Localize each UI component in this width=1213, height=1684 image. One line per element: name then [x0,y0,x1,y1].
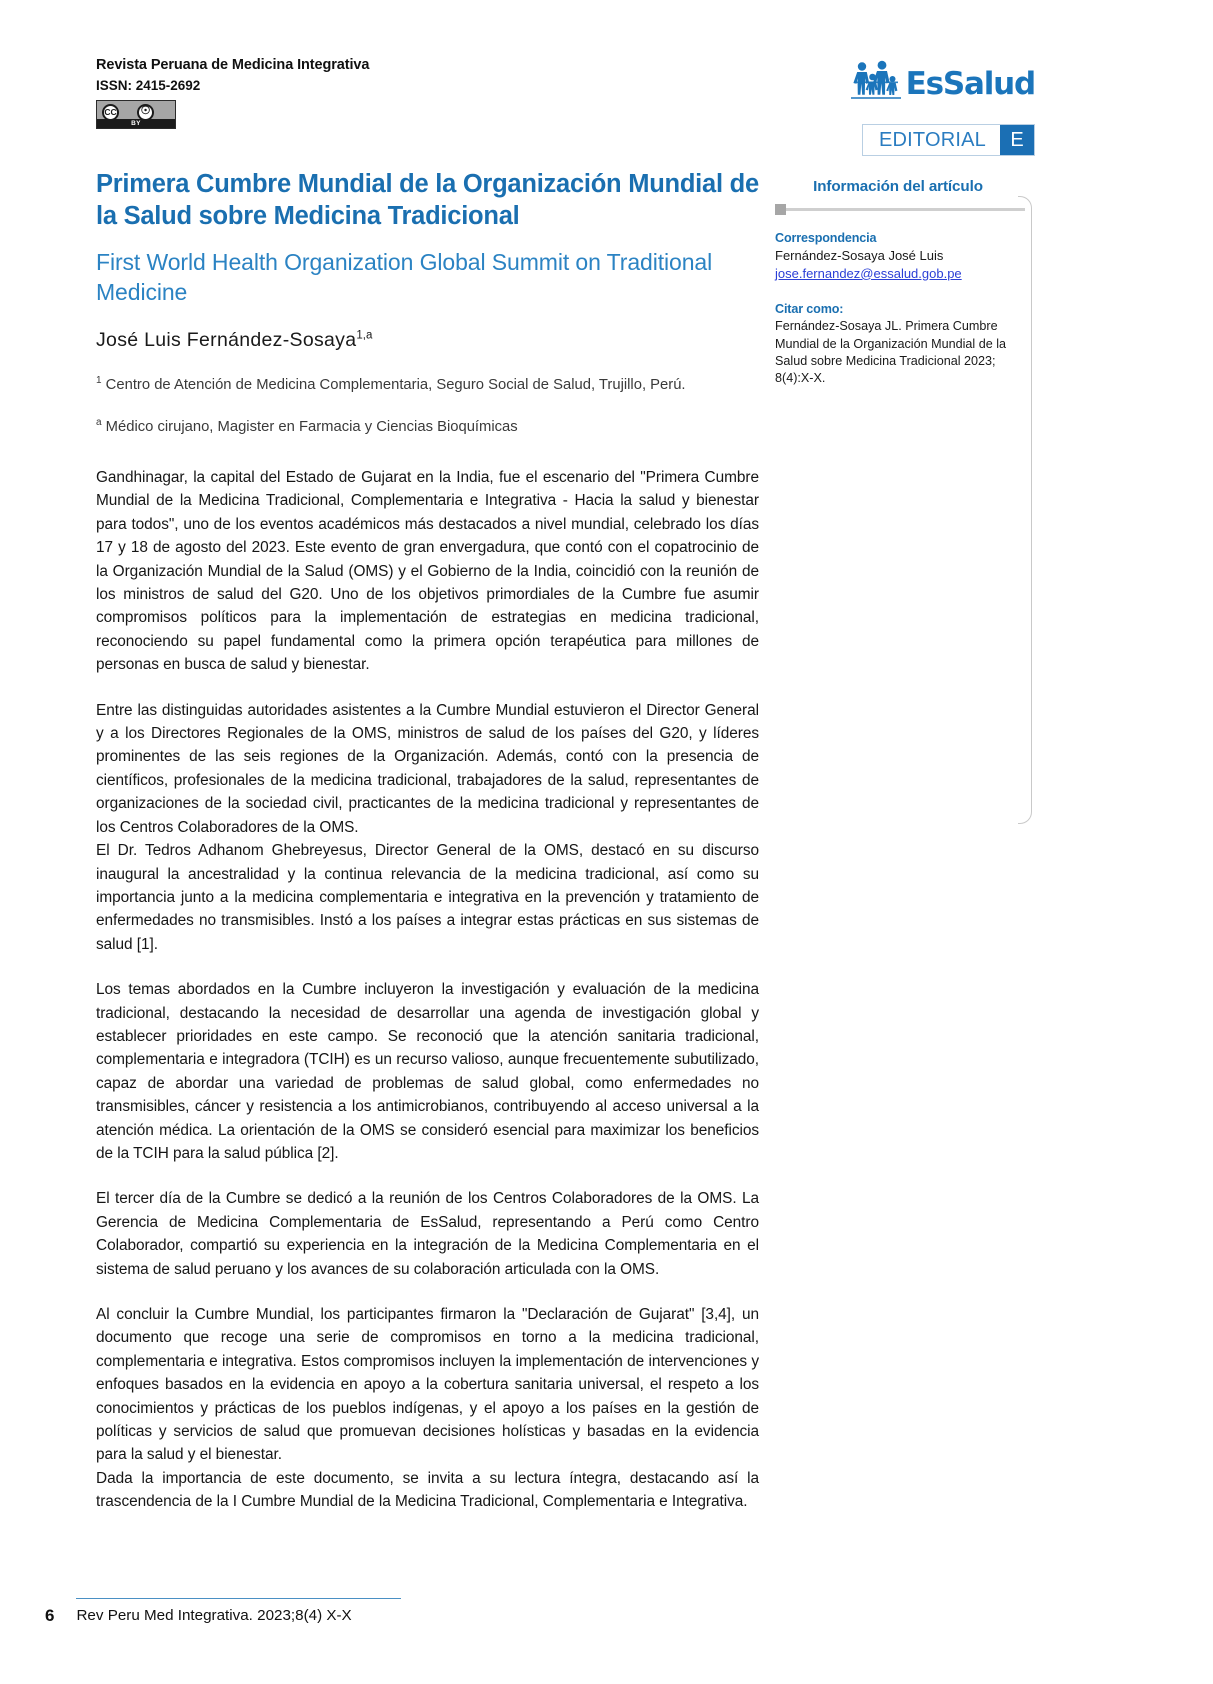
author-name: José Luis Fernández-Sosaya [96,329,357,352]
sidebar-divider-line [786,208,1025,210]
footer-rule [76,1598,401,1599]
body-paragraph: Gandhinagar, la capital del Estado de Gujarat en la India, fue el escenario del "Primera Cumbre Mundial de la Medicina Tradicional, Complementaria e Integrativa - Hacia la salud y bienestar para todos", uno de los eventos académicos más destacados a nivel mundial, celebrado los días 17 y 18 de agosto del 2023. Este evento de gran envergadura, que contó con el copatrocinio de la Organización Mundial de la Salud (OMS) y el Gobierno de la India, coincidió con la reunión de los ministros de salud del G20. Uno de los objetivos primordiales de la Cumbre fue asumir compromisos políticos para la implementación de estrategias en medicina tradicional, reconociendo su papel fundamental como la primera opción terapéutica para millones de personas en busca de salud y bienestar. [96,469,759,674]
footer-citation-block [76,1598,351,1625]
affiliation-a-text: Médico cirujano, Magister en Farmacia y Ciencias Bioquímicas [101,418,518,435]
footer-citation: Rev Peru Med Integrativa. 2023;8(4) X-X [76,1607,352,1624]
cc-by-label: BY [131,119,141,127]
sidebar-divider-knob-icon [775,204,786,215]
body-paragraph: Entre las distinguidas autoridades asistentes a la Cumbre Mundial estuvieron el Director General y a los Directores Regionales de la OMS, ministros de salud de los países del G20, y líderes prominentes de las seis regiones de la Organización. Además, contó con la presencia de científicos, profesionales de la medicina tradicional, trabajadores de la salud, representantes de organizaciones de la sociedad civil, practicantes de la medicina tradicional y representantes de los Centros Colaboradores de la OMS. [96,701,759,836]
page-title: Primera Cumbre Mundial de la Organización Mundial de la Salud sobre Medicina Tradicional [96,170,759,231]
essalud-logo [845,56,1035,100]
journal-issn: ISSN: 2415-2692 [96,77,201,93]
affiliation-a [96,416,764,438]
article-body [96,466,759,1536]
sidebar-heading: Información del artículo [813,178,983,195]
body-paragraph: Al concluir la Cumbre Mundial, los participantes firmaron la "Declaración de Gujarat" [3,4], un documento que recoge una serie de compromisos en torno a la medicina tradicional, complementaria e integrativa. Estos compromisos incluyen la implementación de intervenciones y enfoques basados en la evidencia en apoyo a la cobertura sanitaria universal, el respeto a los conocimientos y prácticas de los pueblos indígenas, y el apoyo a los países en la gestión de políticas y servicios de salud que promuevan decisiones holísticas y basadas en la evidencia para la salud y el bienestar. [96,1306,759,1464]
body-paragraph: Dada la importancia de este documento, se invita a su lectura íntegra, destacando así la trascendencia de la I Cumbre Mundial de la Medicina Tradicional, Complementaria e Integrativa. [96,1469,759,1511]
body-paragraph: El Dr. Tedros Adhanom Ghebreyesus, Director General de la OMS, destacó en su discurso inaugural la ancestralidad y la continua relevancia de la medicina tradicional, así como su importancia junto a la medicina complementaria e integrativa en la prevención y tratamiento de enfermedades no transmisibles. Instó a los países a integrar estas prácticas en sus sistemas de salud [1]. [96,842,759,953]
editorial-badge [862,124,1035,156]
author-byline [96,329,764,352]
body-paragraph: Los temas abordados en la Cumbre incluyeron la investigación y evaluación de la medicina tradicional, destacando la necesidad de desarrollar una agenda de investigación global y establecer prioridades en este campo. Se reconoció que la atención sanitaria tradicional, complementaria e integradora (TCIH) es un recurso valioso, aunque frecuentemente subutilizado, capaz de abordar una variedad de problemas de salud global, como enfermedades no transmisibles, cáncer y resistencia a los antimicrobianos, contribuyendo al acceso universal a la atención médica. La orientación de la OMS se consideró esencial para maximizar los beneficios de la TCIH para la salud pública [2]. [96,981,759,1162]
article-info-sidebar [775,178,1025,388]
page-subtitle-english: First World Health Organization Global Summit on Traditional Medicine [96,249,713,305]
creative-commons-by-badge-icon [96,100,176,129]
correspondence-name: Fernández-Sosaya José Luis [775,248,944,263]
cite-as-label: Citar como: [775,302,844,317]
journal-name: Revista Peruana de Medicina Integrativa [96,57,370,73]
cc-attribution-person-icon: ☉ [137,104,154,121]
affiliation-a-marker: a [96,416,102,428]
sidebar-divider [775,204,1025,215]
cite-as-text: Fernández-Sosaya JL. Primera Cumbre Mundial de la Organización Mundial de la Salud sobre Medicina Tradicional 2023; 8(4):X-X. [775,319,1007,386]
cc-logo-icon: CC [102,104,119,121]
page-footer [45,1598,1165,1625]
affiliation-1 [96,374,764,396]
editorial-badge-letter: E [1000,125,1034,155]
essalud-wordmark: EsSalud [905,66,1035,102]
correspondence-label: Correspondencia [775,231,877,245]
page-number: 6 [45,1606,55,1626]
affiliation-1-text: Centro de Atención de Medicina Complementaria, Seguro Social de Salud, Trujillo, Perú. [101,377,686,394]
correspondence-email-link[interactable]: jose.fernandez@essalud.gob.pe [775,265,962,281]
essalud-family-icon [849,60,903,100]
affiliation-1-marker: 1 [96,375,102,387]
article-header [96,168,764,437]
author-affiliation-marker: 1,a [356,329,373,342]
editorial-badge-label: EDITORIAL [878,128,986,151]
masthead [96,56,616,129]
body-paragraph: El tercer día de la Cumbre se dedicó a la reunión de los Centros Colaboradores de la OMS. La Gerencia de Medicina Complementaria de EsSalud, representando a Perú como Centro Colaborador, compartió su experiencia en la integración de la Medicina Complementaria en el sistema de salud peruano y los avances de su colaboración articulada con la OMS. [96,1190,759,1278]
